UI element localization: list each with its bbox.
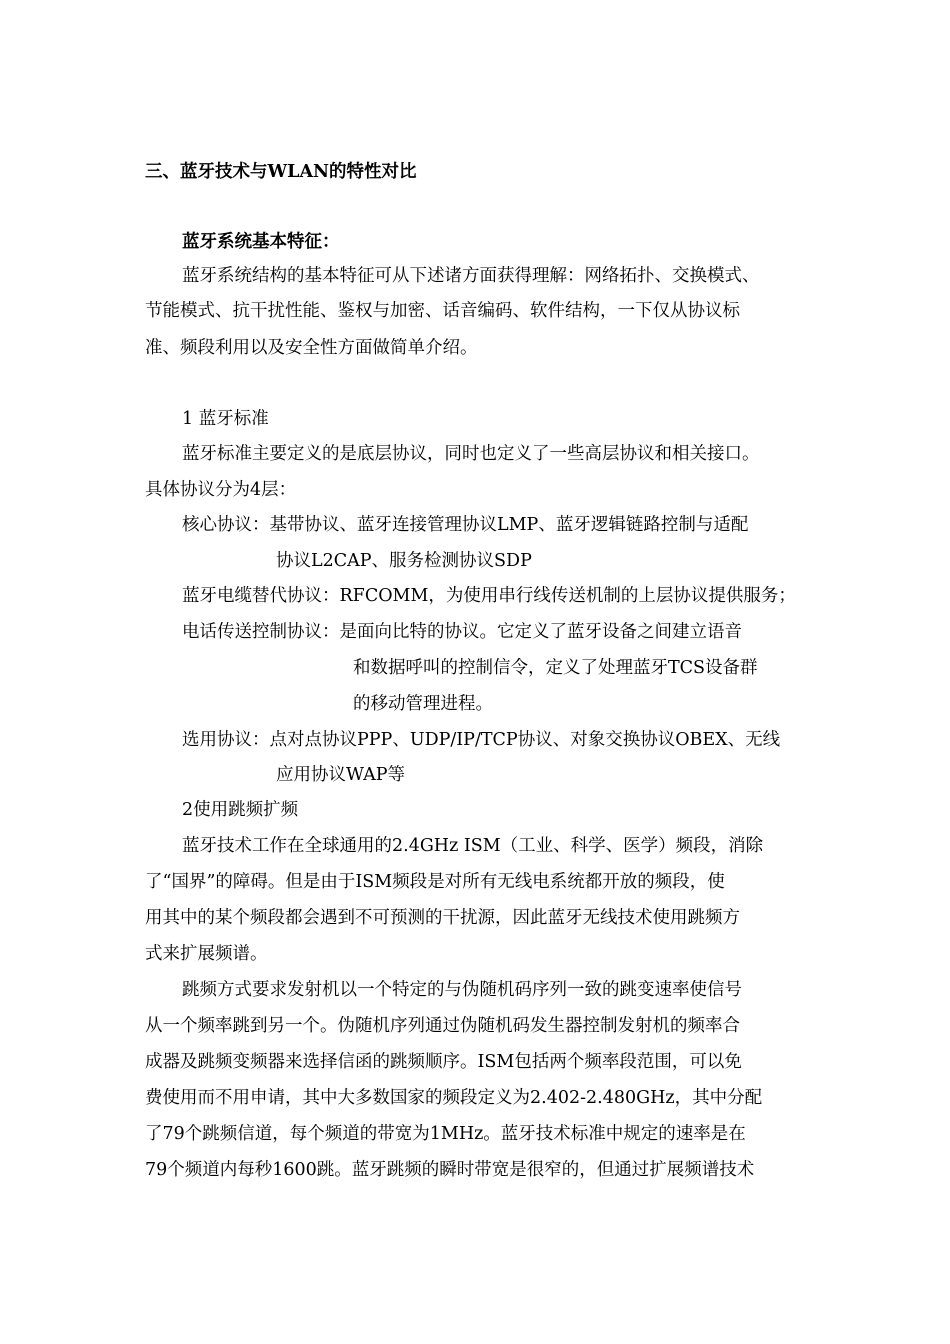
telephony-protocol-line: 电话传送控制协议：是面向比特的协议。它定义了蓝牙设备之间建立语音 [182,622,742,642]
paragraph-line: 蓝牙标准主要定义的是底层协议，同时也定义了一些高层协议和相关接口。 [182,444,760,464]
telephony-protocol-line: 的移动管理进程。 [353,694,493,714]
intro-line: 节能模式、抗干扰性能、鉴权与加密、话音编码、软件结构，一下仅从协议标 [145,301,740,321]
section-title: 三、蓝牙技术与WLAN的特性对比 [145,162,417,182]
paragraph-line: 式来扩展频谱。 [145,944,268,964]
section-2-heading: 2使用跳频扩频 [182,800,299,820]
core-protocol-line: 协议L2CAP、服务检测协议SDP [276,551,532,571]
subsection-heading: 蓝牙系统基本特征： [182,232,340,252]
core-protocol-line: 核心协议：基带协议、蓝牙连接管理协议LMP、蓝牙逻辑链路控制与适配 [182,515,749,535]
intro-line: 准、频段利用以及安全性方面做简单介绍。 [145,338,478,358]
paragraph-line: 蓝牙技术工作在全球通用的2.4GHz ISM（工业、科学、医学）频段，消除 [182,836,764,856]
cable-protocol-line: 蓝牙电缆替代协议：RFCOMM，为使用串行线传送机制的上层协议提供服务； [182,586,796,606]
paragraph-line: 了79个跳频信道，每个频道的带宽为1MHz。蓝牙技术标准中规定的速率是在 [145,1124,746,1144]
optional-protocol-line: 选用协议：点对点协议PPP、UDP/IP/TCP协议、对象交换协议OBEX、无线 [182,730,781,750]
intro-line: 蓝牙系统结构的基本特征可从下述诸方面获得理解：网络拓扑、交换模式、 [182,266,760,286]
paragraph-line: 79个频道内每秒1600跳。蓝牙跳频的瞬时带宽是很窄的，但通过扩展频谱技术 [145,1160,755,1180]
paragraph-line: 跳频方式要求发射机以一个特定的与伪随机码序列一致的跳变速率使信号 [182,980,742,1000]
telephony-protocol-line: 和数据呼叫的控制信令，定义了处理蓝牙TCS设备群 [353,658,758,678]
paragraph-line: 成器及跳频变频器来选择信函的跳频顺序。ISM包括两个频率段范围，可以免 [145,1052,742,1072]
paragraph-line: 具体协议分为4层： [145,480,297,500]
paragraph-line: 用其中的某个频段都会遇到不可预测的干扰源，因此蓝牙无线技术使用跳频方 [145,908,740,928]
optional-protocol-line: 应用协议WAP等 [276,765,406,785]
paragraph-line: 了“国界”的障碍。但是由于ISM频段是对所有无线电系统都开放的频段，使 [145,872,725,892]
paragraph-line: 费使用而不用申请，其中大多数国家的频段定义为2.402-2.480GHz，其中分配 [145,1088,763,1108]
section-1-heading: 1 蓝牙标准 [182,409,269,429]
paragraph-line: 从一个频率跳到另一个。伪随机序列通过伪随机码发生器控制发射机的频率合 [145,1016,740,1036]
